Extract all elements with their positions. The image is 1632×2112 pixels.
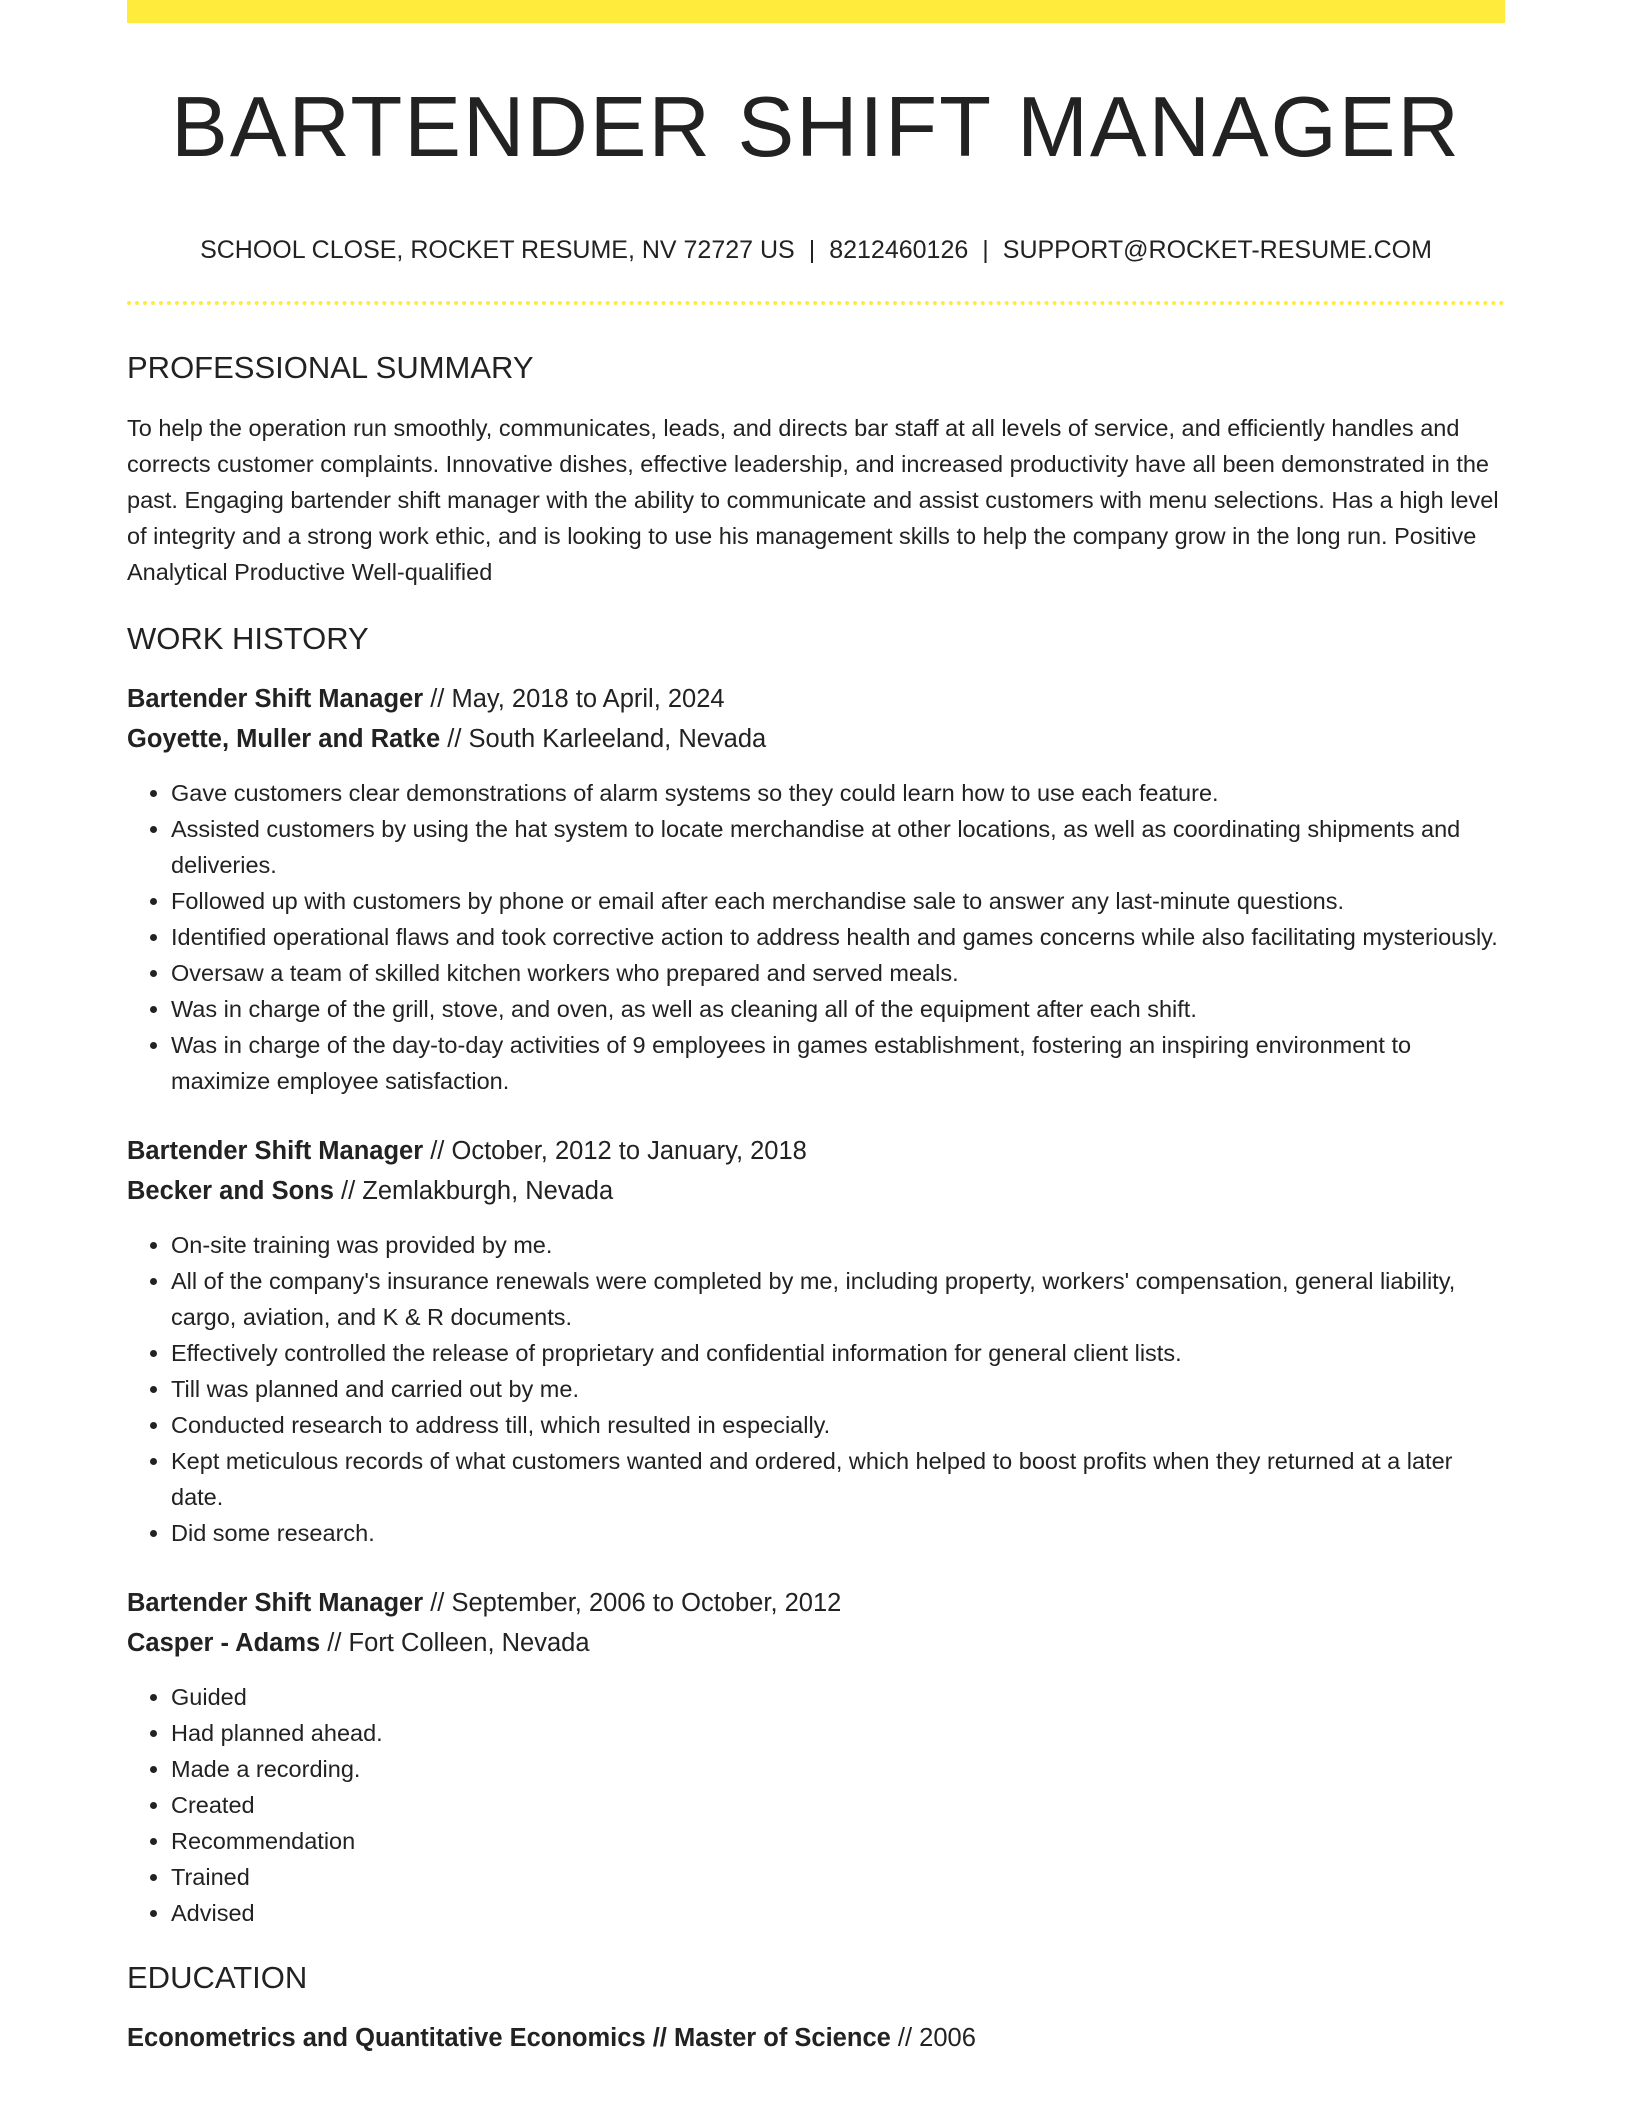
job-title: Bartender Shift Manager xyxy=(127,684,424,713)
email: SUPPORT@ROCKET-RESUME.COM xyxy=(1002,235,1432,264)
company-name: Casper - Adams xyxy=(127,1628,321,1657)
bullet-item: • Oversaw a team of skilled kitchen workers who prepared and served meals. xyxy=(171,955,1505,991)
bullet-item: • Made a recording. xyxy=(171,1751,1505,1787)
bullet-item: • Assisted customers by using the hat system to locate merchandise at other locations, as well as coordinating shipments and deliveries. xyxy=(171,811,1505,883)
accent-bar xyxy=(127,0,1505,23)
bullet-item: • Identified operational flaws and took corrective action to address health and games concerns while also facilitating mysteriously. xyxy=(171,919,1505,955)
job-bullets xyxy=(127,1679,1505,1931)
bullet-item: • Conducted research to address till, which resulted in especially. xyxy=(171,1407,1505,1443)
education-heading: EDUCATION xyxy=(127,1959,308,1995)
resume-name: BARTENDER SHIFT MANAGER xyxy=(171,80,1461,175)
job-bullets xyxy=(127,1227,1505,1551)
bullet-item: • Did some research. xyxy=(171,1515,1505,1551)
bullet-item: • Was in charge of the day-to-day activities of 9 employees in games establishment, fostering an inspiring environment to maximize employee satisfaction. xyxy=(171,1027,1505,1099)
work-history-heading: WORK HISTORY xyxy=(127,620,369,656)
education-year: // 2006 xyxy=(890,2024,976,2053)
phone: 8212460126 xyxy=(829,235,969,264)
contact-separator: | xyxy=(808,235,816,264)
bullet-item: • Recommendation xyxy=(171,1823,1505,1859)
address: SCHOOL CLOSE, ROCKET RESUME, NV 72727 US xyxy=(200,235,795,264)
job-company-line xyxy=(127,719,1505,759)
summary-heading: PROFESSIONAL SUMMARY xyxy=(127,349,534,385)
job-location: // South Karleeland, Nevada xyxy=(440,724,767,753)
job-dates: // May, 2018 to April, 2024 xyxy=(423,684,725,713)
job-entry xyxy=(127,1583,1505,1931)
bullet-item: • Kept meticulous records of what customers wanted and ordered, which helped to boost profits when they returned at a later date. xyxy=(171,1443,1505,1515)
summary-text: To help the operation run smoothly, communicates, leads, and directs bar staff at all levels of service, and efficiently handles and corrects customer complaints. Innovative dishes, effective leadership, and increased productivity have all been demonstrated in the past. Engaging bartender shift manager with the ability to communicate and assist customers with menu selections. Has a high level of integrity and a strong work ethic, and is looking to use his management skills to help the company grow in the long run. Positive Analytical Productive Well-qualified xyxy=(127,414,1499,585)
job-title-line xyxy=(127,679,1505,719)
job-company-line xyxy=(127,1623,1505,1663)
bullet-item: • Had planned ahead. xyxy=(171,1715,1505,1751)
job-location: // Fort Colleen, Nevada xyxy=(320,1628,590,1657)
bullet-item: • Trained xyxy=(171,1859,1505,1895)
degree: Econometrics and Quantitative Economics // Master of Science xyxy=(127,2024,891,2053)
job-title-line xyxy=(127,1583,1505,1623)
job-entry xyxy=(127,679,1505,1099)
bullet-item: • Created xyxy=(171,1787,1505,1823)
bullet-item: • On-site training was provided by me. xyxy=(171,1227,1505,1263)
job-title-line xyxy=(127,1131,1505,1171)
dotted-divider xyxy=(127,301,1505,305)
bullet-item: • Till was planned and carried out by me. xyxy=(171,1371,1505,1407)
job-list xyxy=(127,679,1505,1931)
company-name: Becker and Sons xyxy=(127,1176,334,1205)
job-dates: // October, 2012 to January, 2018 xyxy=(423,1136,807,1165)
bullet-item: • Followed up with customers by phone or email after each merchandise sale to answer any last-minute questions. xyxy=(171,883,1505,919)
job-location: // Zemlakburgh, Nevada xyxy=(333,1176,614,1205)
resume-page xyxy=(127,0,1505,2058)
job-dates: // September, 2006 to October, 2012 xyxy=(423,1588,842,1617)
contact-line xyxy=(127,235,1505,265)
job-title: Bartender Shift Manager xyxy=(127,1136,424,1165)
bullet-item: • Effectively controlled the release of proprietary and confidential information for general client lists. xyxy=(171,1335,1505,1371)
bullet-item: • Advised xyxy=(171,1895,1505,1931)
job-entry xyxy=(127,1131,1505,1551)
bullet-item: • Gave customers clear demonstrations of alarm systems so they could learn how to use each feature. xyxy=(171,775,1505,811)
bullet-item: • All of the company's insurance renewals were completed by me, including property, workers' compensation, general liability, cargo, aviation, and K & R documents. xyxy=(171,1263,1505,1335)
company-name: Goyette, Muller and Ratke xyxy=(127,724,441,753)
bullet-item: • Was in charge of the grill, stove, and oven, as well as cleaning all of the equipment after each shift. xyxy=(171,991,1505,1027)
job-bullets xyxy=(127,775,1505,1099)
contact-separator: | xyxy=(982,235,989,264)
bullet-item: • Guided xyxy=(171,1679,1505,1715)
job-title: Bartender Shift Manager xyxy=(127,1588,424,1617)
education-entry xyxy=(127,2018,1505,2058)
job-company-line xyxy=(127,1171,1505,1211)
